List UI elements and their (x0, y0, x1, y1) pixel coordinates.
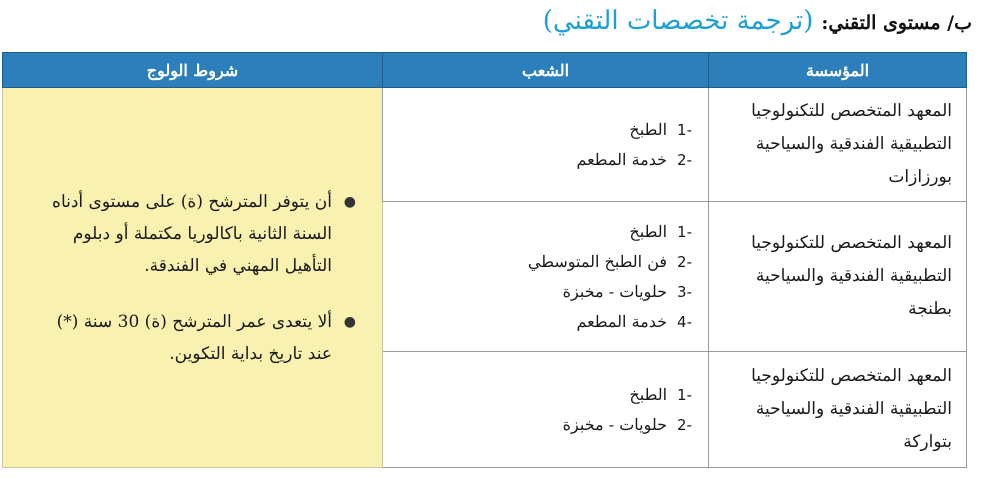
institution-cell: المعهد المتخصص للتكنولوجيا التطبيقية الفندقية والسياحية بورزازات (709, 88, 967, 202)
table-row (3, 88, 967, 202)
branch-number: -1 (677, 222, 692, 241)
branch-item (393, 115, 692, 145)
bullet-icon: ● (343, 193, 356, 210)
header-institution: المؤسسة (709, 53, 967, 88)
branch-label: الطبخ (629, 119, 668, 139)
institution-cell: المعهد المتخصص للتكنولوجيا التطبيقية الفندقية والسياحية بطنجة (709, 202, 967, 352)
branch-item (393, 217, 692, 247)
branch-label: فن الطبخ المتوسطي (527, 251, 668, 271)
branch-number: -2 (677, 252, 692, 271)
branch-label: خدمة المطعم (576, 311, 668, 331)
institution-cell: المعهد المتخصص للتكنولوجيا التطبيقية الفندقية والسياحية بتواركة (709, 352, 967, 468)
branch-number: -4 (677, 312, 692, 331)
section-title: (ترجمة تخصصات التقني) (542, 6, 814, 36)
branch-item (393, 247, 692, 277)
conditions-cell (3, 88, 383, 468)
header-branches: الشعب (383, 53, 709, 88)
branch-item (393, 145, 692, 175)
branches-list (393, 115, 692, 175)
branch-number: -3 (677, 282, 692, 301)
branch-label: حلويات - مخبزة (562, 281, 668, 301)
branch-label: الطبخ (629, 384, 668, 404)
conditions-list (33, 186, 358, 370)
branches-cell (383, 88, 709, 202)
branch-label: خدمة المطعم (576, 149, 668, 169)
branch-item (393, 277, 692, 307)
condition-text: ألا يتعدى عمر المترشح (ة) 30 سنة (*) عند تاريخ بداية التكوين. (56, 311, 332, 364)
condition-text: أن يتوفر المترشح (ة) على مستوى أدناه السنة الثانية باكالوريا مكتملة أو دبلوم التأهيل المهني في الفندقة. (52, 191, 332, 276)
condition-item (33, 306, 358, 370)
specializations-table (2, 52, 967, 468)
branch-item (393, 307, 692, 337)
condition-item (33, 186, 358, 282)
branches-cell (383, 202, 709, 352)
branch-number: -2 (677, 150, 692, 169)
bullet-icon: ● (343, 313, 356, 330)
branch-label: الطبخ (629, 221, 668, 241)
branch-item (393, 410, 692, 440)
branch-number: -2 (677, 415, 692, 434)
branches-list (393, 380, 692, 440)
header-conditions: شروط الولوج (3, 53, 383, 88)
branches-list (393, 217, 692, 337)
branches-cell (383, 352, 709, 468)
branch-item (393, 380, 692, 410)
branch-number: -1 (677, 385, 692, 404)
section-heading (543, 6, 972, 36)
table-header-row (3, 53, 967, 88)
branch-number: -1 (677, 120, 692, 139)
branch-label: حلويات - مخبزة (562, 414, 668, 434)
section-prefix: ب/ مستوى التقني: (821, 12, 972, 34)
